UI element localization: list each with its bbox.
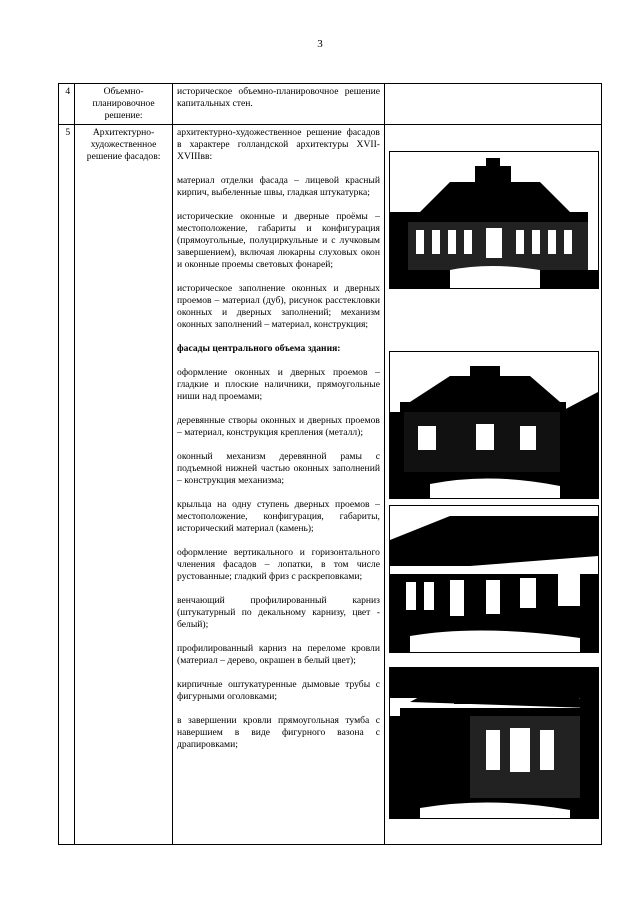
- image-cell: [384, 125, 601, 845]
- description-paragraph: деревянные створы оконных и дверных проемов – материал, конструкция крепления (металл);: [177, 415, 380, 438]
- page-number: 3: [317, 38, 323, 50]
- image-cell: [384, 84, 601, 125]
- description-paragraph: исторические оконные и дверные проёмы – местоположение, габариты и конфигурация (прямоугольные, полуциркульные и с лучковым завершением), включая люкарны слуховых окон и оконные проемы световых фонарей;: [177, 211, 380, 270]
- building-photo-graphic: [390, 152, 598, 288]
- row-description: [173, 125, 385, 845]
- description-paragraph: историческое заполнение оконных и дверных проемов – материал (дуб), рисунок расстекловки оконных и дверных заполнений; механизм оконных заполнений – материал, конструкция;: [177, 283, 380, 330]
- facade-photo-1: [389, 151, 599, 289]
- description-paragraph: материал отделки фасада – лицевой красный кирпич, выбеленные швы, гладкая штукатурка;: [177, 175, 380, 198]
- description-paragraph: крыльца на одну ступень дверных проемов – местоположение, конфигурация, габариты, исторический материал (камень);: [177, 499, 380, 534]
- description-paragraph: профилированный карниз на переломе кровли (материал – дерево, окрашен в белый цвет);: [177, 643, 380, 666]
- description-paragraph: архитектурно-художественное решение фасадов в характере голландской архитектуры XVII-XVIIIвв:: [177, 127, 380, 162]
- description-paragraph: историческое объемно-планировочное решение капитальных стен.: [177, 86, 380, 109]
- row-number: 5: [59, 125, 75, 845]
- table-row: [59, 84, 602, 125]
- description-paragraph: кирпичные оштукатуренные дымовые трубы с фигурными оголовками;: [177, 679, 380, 702]
- facade-photo-3: [389, 505, 599, 653]
- description-paragraph: оконный механизм деревянной рамы с подъемной нижней частью оконных заполнений – конструкция механизма;: [177, 451, 380, 486]
- row-title: Архитектурно-художественное решение фасадов:: [75, 125, 173, 845]
- description-paragraph: венчающий профилированный карниз (штукатурный по декальному карнизу, цвет - белый);: [177, 595, 380, 630]
- facade-photo-2: [389, 351, 599, 499]
- building-photo-graphic: [390, 668, 598, 818]
- building-photo-graphic: [390, 352, 598, 498]
- row-description: [173, 84, 385, 125]
- description-paragraph: оформление оконных и дверных проемов – гладкие и плоские наличники, прямоугольные ниши над проемами;: [177, 367, 380, 402]
- facade-photo-4: [389, 667, 599, 819]
- description-paragraph: оформление вертикального и горизонтального членения фасадов – лопатки, в том числе рустованные; гладкий фриз с раскреповками;: [177, 547, 380, 582]
- row-number: 4: [59, 84, 75, 125]
- monument-subject-table: [58, 83, 602, 845]
- section-heading: фасады центрального объема здания:: [177, 343, 341, 354]
- table-row: [59, 125, 602, 845]
- building-photo-graphic: [390, 506, 598, 652]
- description-paragraph: в завершении кровли прямоугольная тумба с навершием в виде фигурного вазона с драпировками;: [177, 715, 380, 750]
- row-title: Объемно-планировочное решение:: [75, 84, 173, 125]
